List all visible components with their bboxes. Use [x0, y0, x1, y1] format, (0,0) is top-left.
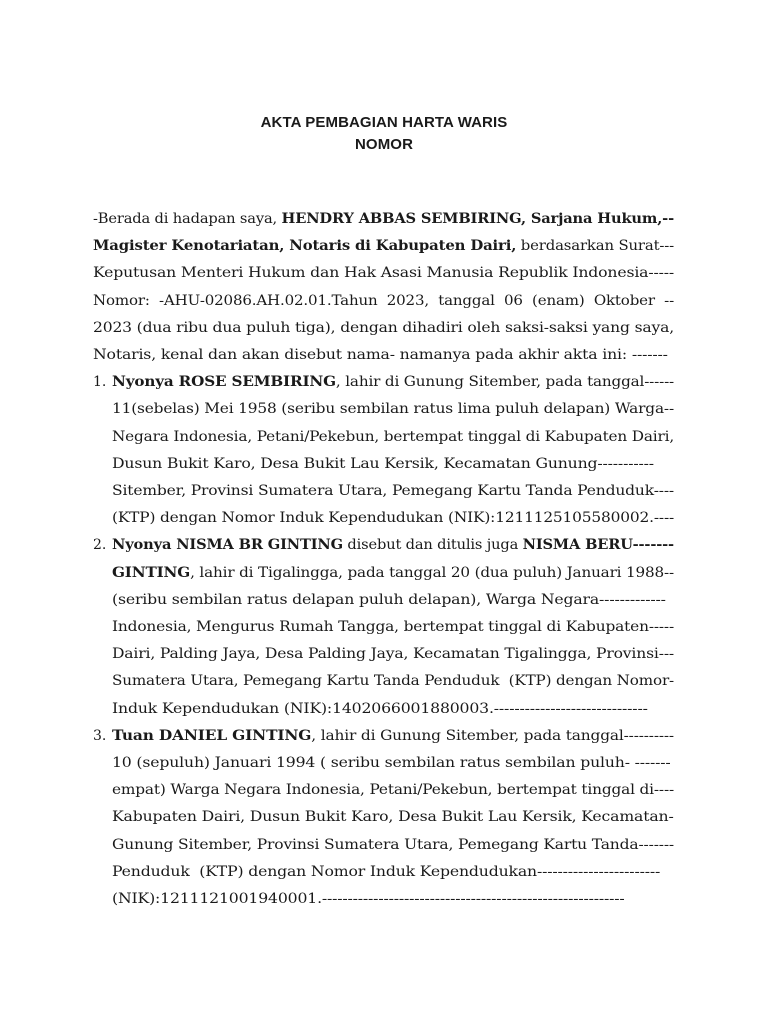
text-run: disebut dan ditulis juga	[342, 537, 523, 554]
text-run: Notaris, kenal dan akan disebut nama- namanya pada akhir akta ini: -------	[93, 347, 668, 363]
text-run: Sumatera Utara, Pemegang Kartu Tanda Penduduk (KTP) dengan Nomor-	[112, 673, 675, 690]
text-run: , lahir di Gunung Sitember, pada tanggal------	[335, 374, 675, 391]
party-2-line	[112, 618, 674, 636]
party-3-line	[112, 754, 671, 772]
party-number: 1.	[93, 374, 107, 391]
party-2-line	[112, 591, 666, 609]
party-number: 2.	[93, 537, 107, 554]
intro-line	[93, 210, 674, 228]
text-run: Penduduk (KTP) dengan Nomor Induk Kependudukan------------------------	[112, 863, 661, 880]
text-run: Indonesia, Mengurus Rumah Tangga, bertempat tinggal di Kabupaten-----	[112, 619, 674, 635]
bold-text: Nyonya ROSE SEMBIRING	[112, 374, 336, 391]
text-run: Negara Indonesia, Petani/Pekebun, bertempat tinggal di Kabupaten Dairi,	[112, 428, 675, 445]
party-3-line	[112, 863, 660, 881]
party-1-line	[112, 428, 674, 446]
bold-text: NISMA BERU-------	[522, 537, 674, 554]
text-run: Dairi, Palding Jaya, Desa Palding Jaya, Kecamatan Tigalingga, Provinsi---	[112, 646, 675, 663]
intro-line	[93, 319, 674, 337]
text-run: 2023 (dua ribu dua puluh tiga), dengan dihadiri oleh saksi-saksi yang saya,	[93, 319, 674, 336]
party-1-line	[112, 400, 674, 418]
party-number: 3.	[93, 727, 107, 744]
party-1-line	[112, 509, 674, 527]
party-1-line	[112, 373, 674, 391]
text-run: berdasarkan Surat---	[516, 238, 675, 255]
text-run: Gunung Sitember, Provinsi Sumatera Utara, Pemegang Kartu Tanda-------	[112, 836, 675, 853]
bold-text: Magister Kenotariatan, Notaris di Kabupaten Dairi,	[93, 238, 517, 255]
intro-line	[93, 264, 674, 282]
text-run: Sitember, Provinsi Sumatera Utara, Pemegang Kartu Tanda Penduduk----	[112, 483, 675, 499]
party-2-line	[112, 645, 674, 663]
party-3-line	[112, 890, 625, 908]
text-run: empat) Warga Negara Indonesia, Petani/Pekebun, bertempat tinggal di----	[112, 782, 674, 799]
document-title: AKTA PEMBAGIAN HARTA WARIS	[260, 114, 508, 131]
text-run: -Berada di hadapan saya,	[93, 211, 282, 227]
document-subtitle: NOMOR	[355, 136, 413, 153]
party-2-line	[112, 700, 648, 718]
text-run: , lahir di Tigalingga, pada tanggal 20 (dua puluh) Januari 1988--	[190, 564, 674, 581]
bold-text: HENDRY ABBAS SEMBIRING, Sarjana Hukum,--	[281, 211, 675, 227]
text-run: 11(sebelas) Mei 1958 (seribu sembilan ratus lima puluh delapan) Warga--	[112, 401, 674, 418]
intro-line	[93, 346, 668, 364]
text-run: Keputusan Menteri Hukum dan Hak Asasi Manusia Republik Indonesia-----	[93, 265, 674, 282]
text-run: 10 (sepuluh) Januari 1994 ( seribu sembilan ratus sembilan puluh- -------	[112, 755, 671, 771]
party-2-line	[112, 672, 674, 690]
party-1-line	[112, 482, 674, 500]
bold-text: Nyonya NISMA BR GINTING	[112, 537, 343, 554]
bold-text: GINTING	[112, 564, 191, 581]
intro-line	[93, 292, 674, 310]
text-run: , lahir di Gunung Sitember, pada tanggal----------	[311, 727, 674, 744]
text-run: Induk Kependudukan (NIK):1402066001880003.------------------------------	[112, 700, 648, 717]
text-run: (seribu sembilan ratus delapan puluh delapan), Warga Negara-------------	[112, 591, 666, 608]
intro-line	[93, 237, 674, 255]
party-3-line	[112, 781, 674, 799]
text-run: (NIK):1211121001940001.-----------------------------------------------------------	[112, 891, 625, 907]
bold-text: Tuan DANIEL GINTING	[112, 727, 312, 744]
party-1-line	[112, 455, 654, 473]
text-run: Kabupaten Dairi, Dusun Bukit Karo, Desa Bukit Lau Kersik, Kecamatan-	[112, 809, 674, 826]
party-3-line	[112, 836, 674, 854]
text-run: Dusun Bukit Karo, Desa Bukit Lau Kersik, Kecamatan Gunung-----------	[112, 455, 654, 472]
party-2-line	[112, 536, 674, 554]
text-run: Nomor: -AHU-02086.AH.02.01.Tahun 2023, tanggal 06 (enam) Oktober --	[93, 292, 674, 309]
text-run: (KTP) dengan Nomor Induk Kependudukan (NIK):1211125105580002.----	[112, 510, 675, 527]
party-3-line	[112, 727, 674, 745]
party-3-line	[112, 808, 674, 826]
party-2-line	[112, 564, 674, 582]
